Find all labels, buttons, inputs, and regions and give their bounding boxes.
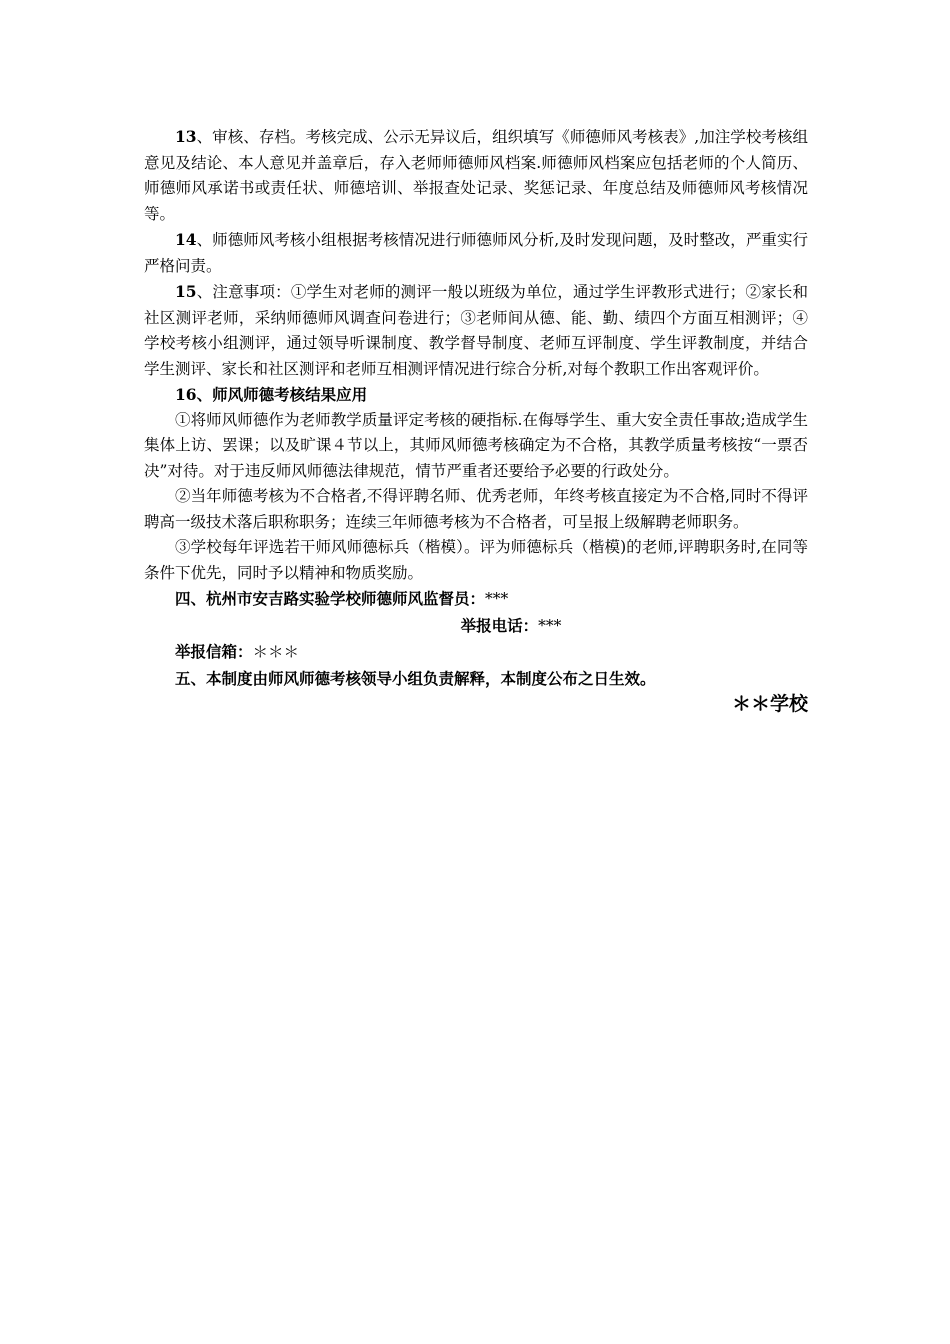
- paragraph-15: [144, 279, 808, 382]
- section-4-label: 四、杭州市安吉路实验学校师德师风监督员：: [175, 589, 486, 608]
- paragraph-14-text: 、师德师风考核小组根据考核情况进行师德师风分析,及时发现问题，及时整改，严重实行严格问责。: [144, 231, 808, 275]
- report-hotline-label: 举报电话：: [460, 615, 539, 635]
- section-5-statement: 五、本制度由师风师德考核领导小组负责解释，本制度公布之日生效。: [175, 668, 656, 688]
- paragraph-16-item-3: ③学校每年评选若干师风师德标兵（楷模）。评为师德标兵（楷模)的老师,评聘职务时,在同等条件下优先，同时予以精神和物质奖励。: [144, 538, 808, 582]
- report-mailbox-label: 举报信箱：: [175, 642, 253, 661]
- school-signature: ＊＊学校: [731, 693, 808, 715]
- report-mailbox-value: ＊＊＊: [252, 643, 300, 661]
- report-hotline-value: ***: [538, 616, 562, 635]
- paragraph-13: [144, 124, 808, 227]
- paragraph-16-title: 16、师风师德考核结果应用: [175, 385, 368, 404]
- paragraph-16-item-2: ②当年师德考核为不合格者,不得评聘名师、优秀老师，年终考核直接定为不合格,同时不得评聘高一级技术落后职称职务；连续三年师德考核为不合格者，可呈报上级解聘老师职务。: [144, 487, 808, 531]
- section-4-value: ***: [485, 590, 509, 608]
- report-hotline: [144, 613, 808, 640]
- paragraph-13-text: 、审核、存档。考核完成、公示无异议后，组织填写《师德师风考核表》,加注学校考核组意见及结论、本人意见并盖章后，存入老师师德师风档案.师德师风档案应包括老师的个人简历、师德师风承诺书或责任状、师德培训、举报查处记录、奖惩记录、年度总结及师德师风考核情况等。: [144, 128, 808, 223]
- document-page: [144, 124, 808, 718]
- paragraph-15-number: 15: [175, 282, 197, 301]
- paragraph-15-text: 、注意事项：①学生对老师的测评一般以班级为单位，通过学生评教形式进行；②家长和社区测评老师，采纳师德师风调查问卷进行；③老师间从德、能、勤、绩四个方面互相测评；④学校考核小组测评，通过领导听课制度、教学督导制度、老师互评制度、学生评教制度，并结合学生测评、家长和社区测评和老师互相测评情况进行综合分析,对每个教职工作出客观评价。: [144, 283, 808, 378]
- paragraph-14: [144, 227, 808, 279]
- paragraph-16-item-1: ①将师风师德作为老师教学质量评定考核的硬指标.在侮辱学生、重大安全责任事故;造成学生集体上访、罢课；以及旷课４节以上，其师风师德考核确定为不合格，其教学质量考核按“一票否决”对待。对于违反师风师德法律规范，情节严重者还要给予必要的行政处分。: [144, 410, 808, 480]
- paragraph-14-number: 14: [175, 230, 197, 249]
- paragraph-13-number: 13: [175, 127, 197, 146]
- section-4-supervisor: [144, 586, 808, 613]
- report-mailbox: [144, 639, 808, 666]
